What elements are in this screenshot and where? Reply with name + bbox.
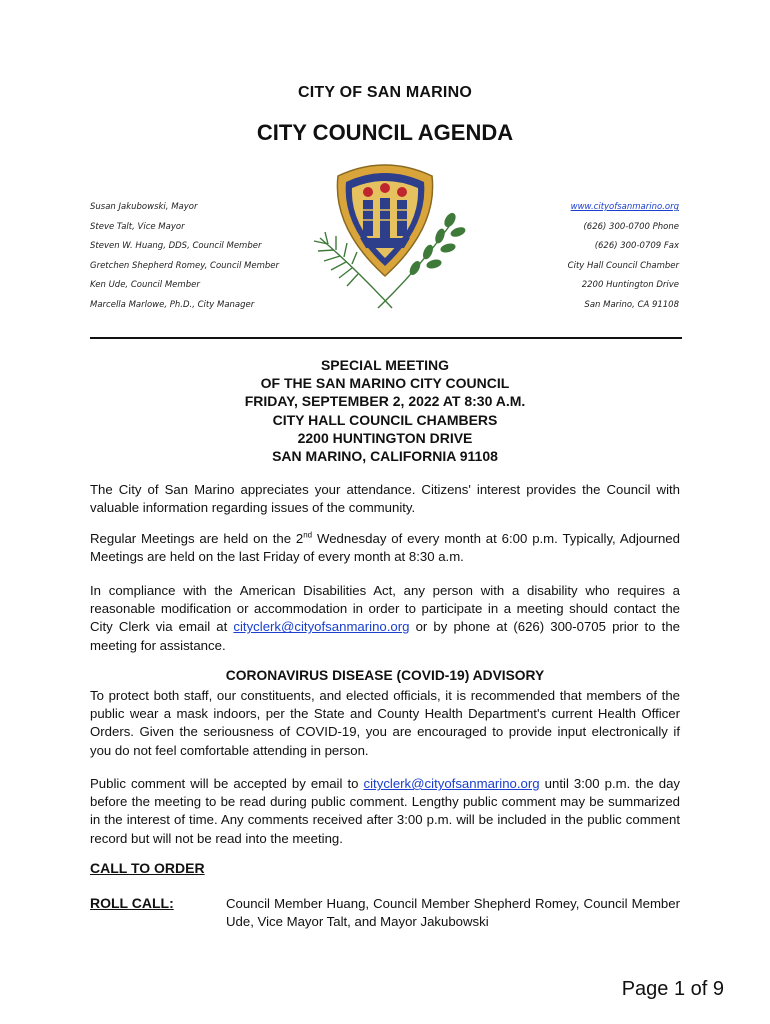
- website-link[interactable]: www.cityofsanmarino.org: [570, 202, 679, 212]
- official-council-member: Steven W. Huang, DDS, Council Member: [90, 241, 262, 252]
- official-mayor: Susan Jakubowski, Mayor: [90, 202, 198, 212]
- attendance-paragraph: The City of San Marino appreciates your attendance. Citizens' interest provides the Council with valuable information regarding issues of the community.: [90, 482, 680, 516]
- agenda-title: CITY COUNCIL AGENDA: [256, 120, 514, 145]
- covid-advisory-heading: CORONAVIRUS DISEASE (COVID-19) ADVISORY: [225, 668, 545, 683]
- city-address: San Marino, CA 91108: [584, 299, 679, 310]
- meeting-body: OF THE SAN MARINO CITY COUNCIL: [260, 375, 510, 392]
- roll-call-members: Council Member Huang, Council Member Shepherd Romey, Council Member Ude, Vice Mayor Talt, and Mayor Jakubowski: [226, 896, 680, 930]
- roll-call-label: ROLL CALL:: [90, 895, 174, 911]
- regular-meetings-paragraph: [90, 530, 680, 566]
- ada-text: In compliance with the American Disabilities Act, any person with a disability who requires a reasonable modification or accommodation in order to participate in a meeting should contact the City Clerk via email at: [90, 583, 680, 635]
- shield-icon: [337, 165, 432, 276]
- regular-meetings-text: Regular Meetings are held on the 2: [90, 531, 304, 546]
- clerk-email-link[interactable]: cityclerk@cityofsanmarino.org: [233, 619, 410, 635]
- public-comment-text: until 3:00 p.m. the day before the meeting to be read during public comment. Lengthy public comment may be summarized in the interest of time. Any comments received after 3:00 p.m. will be included in the public comment record but will not be read into the meeting.: [90, 776, 680, 846]
- ada-text: or by phone at (626) 300-0705 prior to the meeting for assistance.: [90, 619, 680, 653]
- page-number: Page 1 of 9: [621, 978, 724, 1000]
- official-council-member: Gretchen Shepherd Romey, Council Member: [90, 260, 280, 271]
- official-council-member: Ken Ude, Council Member: [90, 280, 200, 291]
- roll-call-heading: [90, 895, 174, 911]
- phone-number: (626) 300-0700 Phone: [583, 221, 679, 232]
- meeting-city: SAN MARINO, CALIFORNIA 91108: [272, 448, 498, 465]
- meeting-venue: CITY HALL COUNCIL CHAMBERS: [272, 411, 498, 428]
- city-name: CITY OF SAN MARINO: [298, 84, 472, 101]
- call-to-order-heading: CALL TO ORDER: [90, 860, 205, 876]
- header-divider: [90, 337, 682, 339]
- clerk-email-link[interactable]: cityclerk@cityofsanmarino.org: [363, 776, 540, 791]
- public-comment-paragraph: [90, 775, 680, 848]
- official-vice-mayor: Steve Talt, Vice Mayor: [90, 221, 185, 232]
- official-city-manager: Marcella Marlowe, Ph.D., City Manager: [90, 299, 255, 310]
- public-comment-text: Public comment will be accepted by email to: [90, 776, 364, 791]
- covid-advisory-paragraph: To protect both staff, our constituents, and elected officials, it is recommended that members of the public wear a mask indoors, per the State and County Health Department's current Health Officer Orders. Given the seriousness of COVID-19, you are encouraged to provide input electronically if you do not feel comfortable attending in person.: [90, 688, 680, 758]
- meeting-type: SPECIAL MEETING: [320, 357, 450, 373]
- fax-number: (626) 300-0709 Fax: [594, 241, 679, 252]
- contact-block: [459, 200, 679, 318]
- city-seal-icon: [300, 158, 470, 313]
- meeting-date: FRIDAY, SEPTEMBER 2, 2022 AT 8:30 A.M.: [244, 393, 526, 410]
- ada-paragraph: [90, 582, 680, 655]
- meeting-street: 2200 HUNTINGTON DRIVE: [297, 429, 473, 446]
- website-link-row: [459, 200, 679, 220]
- ordinal-suffix: nd: [303, 530, 313, 540]
- meeting-info: [0, 356, 770, 465]
- chamber-name: City Hall Council Chamber: [567, 260, 679, 271]
- street-address: 2200 Huntington Drive: [581, 280, 679, 291]
- officials-list: [90, 200, 310, 318]
- regular-meetings-text: Wednesday of every month at 6:00 p.m. Typically, Adjourned Meetings are held on the last Friday of every month at 8:30 a.m.: [90, 531, 680, 565]
